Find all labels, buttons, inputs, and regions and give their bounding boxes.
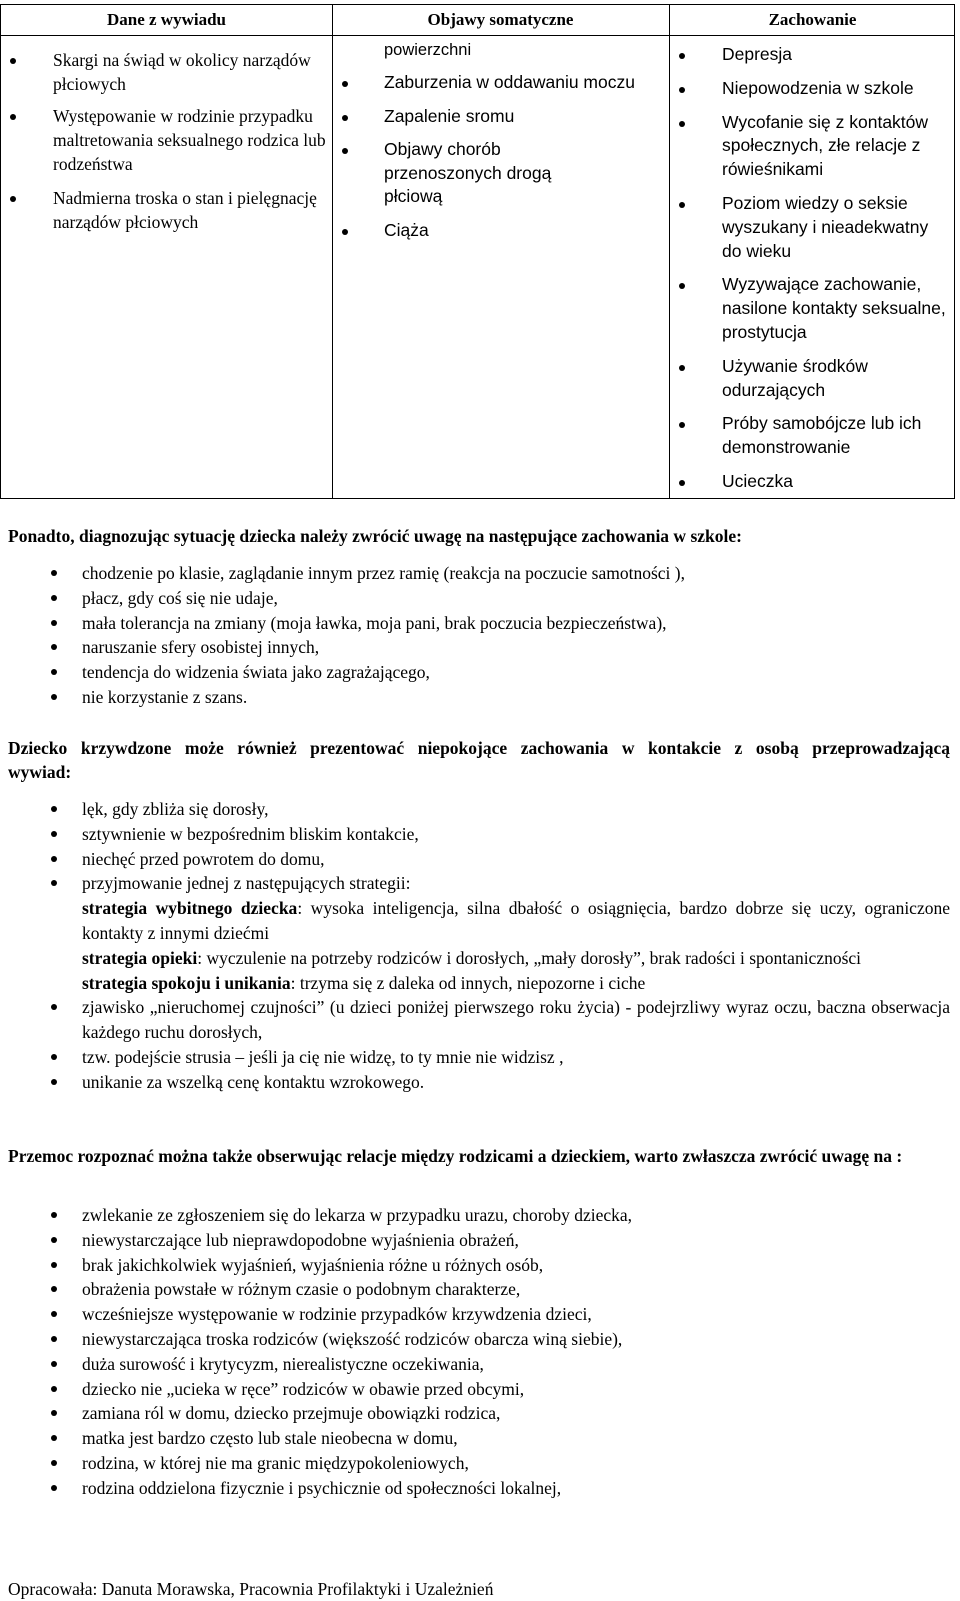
strategy-text: : wysoka inteligencja, silna dbałość o osiągnięcia, bardzo dobrze się uczy, ograniczone kontakty z innymi dziećmi: [82, 898, 950, 943]
cell-text: Zaburzenia w oddawaniu moczu: [384, 72, 635, 92]
cell-text: Występowanie w rodzinie przypadku maltretowania seksualnego rodzica lub rodzeństwa: [53, 106, 326, 174]
strategy-item: [82, 971, 950, 996]
bullet-icon: [679, 365, 685, 371]
bullet-icon: [51, 1410, 57, 1416]
bullet-icon: [679, 53, 685, 59]
list-item-text: matka jest bardzo często lub stale nieobecna w domu,: [82, 1428, 458, 1449]
cell-text: Ucieczka: [722, 470, 793, 491]
bullet-icon: [10, 114, 16, 120]
bullet-icon: [679, 422, 685, 428]
table-column-somatic: [333, 36, 669, 498]
list-item: [0, 1203, 955, 1228]
list-item: [0, 995, 955, 1045]
cell-text: powierzchni: [384, 41, 472, 59]
bullet-icon: [51, 1262, 57, 1268]
table-column-interview: [1, 36, 332, 498]
table-column-behavior: [670, 36, 956, 498]
bullet-icon: [342, 148, 348, 154]
interview-list: [0, 797, 955, 1095]
list-item: [670, 111, 956, 182]
bullet-icon: [342, 229, 348, 235]
cell-text: Depresja: [722, 44, 793, 64]
list-item-text: niewystarczające lub nieprawdopodobne wyjaśnienia obrażeń,: [82, 1229, 519, 1250]
list-item-text: nie korzystanie z szans.: [82, 686, 248, 707]
symptoms-table: [0, 4, 955, 499]
bullet-icon: [51, 570, 57, 576]
strategy-text: : trzyma się z daleka od innych, niepozorne i ciche: [290, 972, 646, 993]
list-item-text: zwlekanie ze zgłoszeniem się do lekarza w przypadku urazu, choroby dziecka,: [82, 1205, 633, 1225]
bullet-icon: [51, 1286, 57, 1292]
bullet-icon: [51, 620, 57, 626]
list-item: [0, 1426, 955, 1451]
bullet-icon: [679, 202, 685, 208]
list-item: [0, 635, 955, 660]
bullet-icon: [51, 595, 57, 601]
list-item: [0, 685, 955, 710]
list-item-text: tzw. podejście strusia – jeśli ja cię nie widzę, to ty mnie nie widzisz ,: [82, 1046, 564, 1067]
author-footer: Opracowała: Danuta Morawska, Pracownia Profilaktyki i Uzależnień: [8, 1579, 494, 1599]
list-item-text: niewystarczająca troska rodziców (większość rodziców obarcza winą siebie),: [82, 1328, 623, 1349]
list-item: [0, 1045, 955, 1070]
table-header-behavior: Zachowanie: [768, 10, 857, 29]
cell-text: Ciąża: [384, 219, 429, 240]
list-item: [0, 1277, 955, 1302]
list-item-text: tendencja do widzenia świata jako zagrażającego,: [82, 662, 430, 683]
list-item-text: sztywnienie w bezpośrednim bliskim kontakcie,: [82, 823, 419, 844]
list-item-text: unikanie za wszelką cenę kontaktu wzrokowego.: [82, 1071, 425, 1092]
bullet-icon: [51, 856, 57, 862]
list-item: [0, 1352, 955, 1377]
list-item-text: chodzenie po klasie, zaglądanie innym przez ramię (reakcja na poczucie samotności ),: [82, 563, 685, 583]
strategy-item: [82, 946, 950, 971]
table-header-somatic: Objawy somatyczne: [427, 10, 574, 29]
list-item: [0, 611, 955, 636]
list-item-text: zjawisko „nieruchomej czujności” (u dzieci poniżej pierwszego roku życia) - podejrzliwy wyraz oczu, baczna obserwacja każdego ruchu dorosłych,: [82, 997, 950, 1043]
section-heading-interview: Dziecko krzywdzone może również prezentować niepokojące zachowania w kontakcie z osobą przeprowadzającą wywiad:: [8, 738, 950, 782]
bullet-icon: [51, 1336, 57, 1342]
list-item: [333, 219, 669, 243]
list-item-text: naruszanie sfery osobistej innych,: [82, 637, 320, 658]
list-item-text: obrażenia powstałe w różnym czasie o podobnym charakterze,: [82, 1279, 521, 1300]
bullet-icon: [51, 1460, 57, 1466]
bullet-icon: [679, 87, 685, 93]
list-item-text: mała tolerancja na zmiany (moja ławka, moja pani, brak poczucia bezpieczeństwa),: [82, 612, 667, 633]
bullet-icon: [679, 283, 685, 289]
cell-text: Poziom wiedzy o seksie wyszukany i nieadekwatny do wieku: [722, 192, 929, 261]
list-item: [333, 138, 669, 209]
cell-text: Nadmierna troska o stan i pielęgnację narządów płciowych: [53, 188, 317, 232]
table-header-interview: Dane z wywiadu: [106, 10, 226, 29]
bullet-icon: [51, 1079, 57, 1085]
list-item: [0, 847, 955, 872]
cell-text: Próby samobójcze lub ich demonstrowanie: [722, 413, 922, 458]
bullet-icon: [51, 831, 57, 837]
list-item: [0, 1070, 955, 1095]
list-item: [0, 822, 955, 847]
bullet-icon: [51, 669, 57, 675]
list-item: [333, 105, 669, 129]
list-item-text: wcześniejsze występowanie w rodzinie przypadków krzywdzenia dzieci,: [82, 1304, 592, 1325]
bullet-icon: [10, 196, 16, 202]
bullet-icon: [10, 58, 16, 64]
list-item: [0, 586, 955, 611]
section-heading-school: Ponadto, diagnozując sytuację dziecka należy zwrócić uwagę na następujące zachowania w szkole:: [8, 526, 742, 546]
list-item-text: dziecko nie „ucieka w ręce” rodziców w obawie przed obcymi,: [82, 1378, 525, 1399]
strategy-name: strategia spokoju i unikania: [82, 972, 291, 993]
list-item: [0, 1401, 955, 1426]
list-item: [1, 48, 332, 96]
bullet-icon: [51, 1212, 57, 1218]
bullet-icon: [51, 1386, 57, 1392]
list-item-text: rodzina, w której nie ma granic międzypokoleniowych,: [82, 1452, 469, 1473]
relations-list: [0, 1203, 955, 1501]
school-list: [0, 561, 955, 710]
list-item-text: brak jakichkolwiek wyjaśnień, wyjaśnienia różne u różnych osób,: [82, 1254, 544, 1275]
list-item: [670, 273, 956, 344]
bullet-icon: [51, 1237, 57, 1243]
cell-text: Zapalenie sromu: [384, 105, 515, 126]
list-item: [0, 1451, 955, 1476]
section-heading-relations: Przemoc rozpoznać można także obserwując relacje między rodzicami a dzieckiem, warto zwłaszcza zwrócić uwagę na :: [8, 1146, 903, 1166]
list-item-text: duża surowość i krytycyzm, nierealistyczne oczekiwania,: [82, 1353, 484, 1374]
list-item: [670, 412, 956, 460]
cell-text: Niepowodzenia w szkole: [722, 77, 914, 98]
list-item-text: niechęć przed powrotem do domu,: [82, 848, 325, 869]
bullet-icon: [679, 121, 685, 127]
cell-text: Używanie środków odurzających: [722, 355, 868, 400]
bullet-icon: [51, 644, 57, 650]
cell-text: Objawy chorób przenoszonych drogą płciową: [384, 139, 552, 206]
list-item: [670, 192, 956, 263]
list-item: [670, 77, 956, 101]
list-item-text: płacz, gdy coś się nie udaje,: [82, 587, 278, 608]
strategy-name: strategia wybitnego dziecka: [82, 898, 298, 919]
list-item: [0, 660, 955, 685]
strategy-text: : wyczulenie na potrzeby rodziców i dorosłych, „mały dorosły”, brak radości i spontaniczności: [197, 947, 862, 968]
list-item-text: zamiana ról w domu, dziecko przejmuje obowiązki rodzica,: [82, 1403, 501, 1424]
list-item-text: przyjmowanie jednej z następujących strategii:: [82, 873, 411, 894]
cell-text: Skargi na świąd w okolicy narządów płciowych: [53, 50, 311, 94]
strategy-name: strategia opieki: [82, 947, 198, 968]
list-item: [0, 1228, 955, 1253]
bullet-icon: [51, 1435, 57, 1441]
list-item: [670, 470, 956, 494]
list-item: [0, 1377, 955, 1402]
bullet-icon: [51, 880, 57, 886]
bullet-icon: [51, 1361, 57, 1367]
list-item: [670, 355, 956, 403]
list-item: [670, 43, 956, 67]
list-item: [0, 797, 955, 822]
strategy-item: [82, 896, 950, 946]
list-item: [0, 561, 955, 586]
list-item: [0, 871, 955, 995]
list-item: [0, 1476, 955, 1501]
bullet-icon: [51, 1004, 57, 1010]
list-item-text: lęk, gdy zbliża się dorosły,: [82, 799, 269, 819]
bullet-icon: [51, 1054, 57, 1060]
list-item: [1, 104, 332, 176]
bullet-icon: [679, 480, 685, 486]
bullet-icon: [51, 1311, 57, 1317]
list-item: [0, 1302, 955, 1327]
bullet-icon: [342, 115, 348, 121]
bullet-icon: [51, 1485, 57, 1491]
cell-text: Wyzywające zachowanie, nasilone kontakty seksualne, prostytucja: [722, 274, 946, 342]
bullet-icon: [342, 81, 348, 87]
list-item: [0, 1253, 955, 1278]
bullet-icon: [51, 694, 57, 700]
list-item-text: rodzina oddzielona fizycznie i psychicznie od społeczności lokalnej,: [82, 1477, 562, 1498]
list-item: [0, 1327, 955, 1352]
list-item: [333, 71, 669, 95]
bullet-icon: [51, 806, 57, 812]
list-item: [1, 186, 332, 234]
cell-text: Wycofanie się z kontaktów społecznych, złe relacje z rówieśnikami: [722, 111, 929, 180]
